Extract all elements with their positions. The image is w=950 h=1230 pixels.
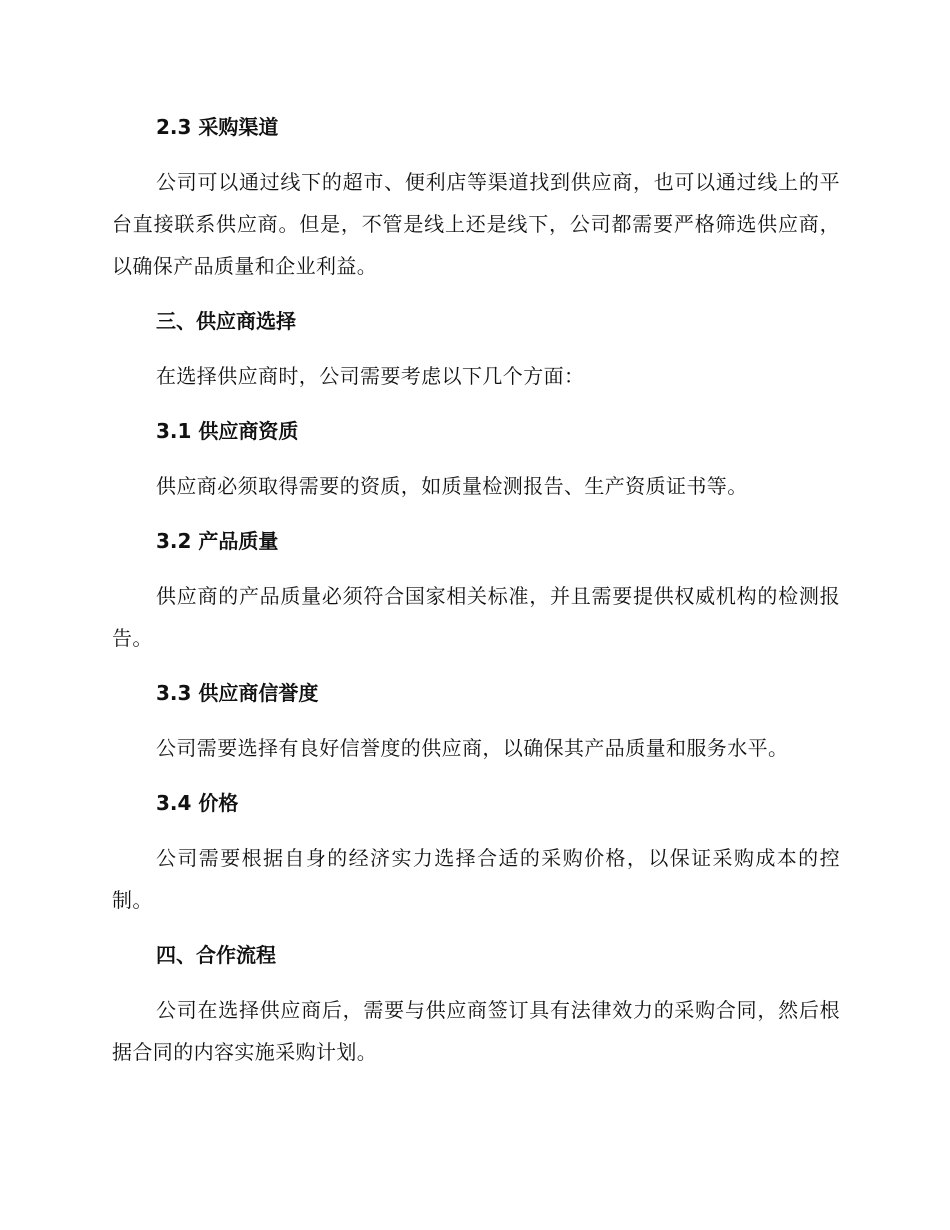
paragraph-purchase-channels: 公司可以通过线下的超市、便利店等渠道找到供应商，也可以通过线上的平台直接联系供应商。但是，不管是线上还是线下，公司都需要严格筛选供应商，以确保产品质量和企业利益。	[112, 170, 840, 278]
section-heading-3-2: 3.2 产品质量	[156, 529, 279, 553]
paragraph-cooperation-process: 公司在选择供应商后，需要与供应商签订具有法律效力的采购合同，然后根据合同的内容实施采购计划。	[112, 998, 840, 1064]
paragraph-product-quality: 供应商的产品质量必须符合国家相关标准，并且需要提供权威机构的检测报告。	[112, 584, 840, 650]
section-heading-3-1: 3.1 供应商资质	[156, 419, 299, 443]
paragraph-price: 公司需要根据自身的经济实力选择合适的采购价格，以保证采购成本的控制。	[112, 846, 840, 912]
section-heading-4: 四、合作流程	[156, 943, 276, 967]
paragraph-selection-intro: 在选择供应商时，公司需要考虑以下几个方面：	[156, 364, 585, 388]
paragraph-supplier-reputation: 公司需要选择有良好信誉度的供应商，以确保其产品质量和服务水平。	[156, 736, 789, 760]
paragraph-supplier-qualification: 供应商必须取得需要的资质，如质量检测报告、生产资质证书等。	[156, 474, 748, 498]
section-heading-3-3: 3.3 供应商信誉度	[156, 681, 319, 705]
section-heading-3-4: 3.4 价格	[156, 791, 239, 815]
section-heading-2-3: 2.3 采购渠道	[156, 115, 279, 139]
section-heading-3: 三、供应商选择	[156, 309, 296, 333]
